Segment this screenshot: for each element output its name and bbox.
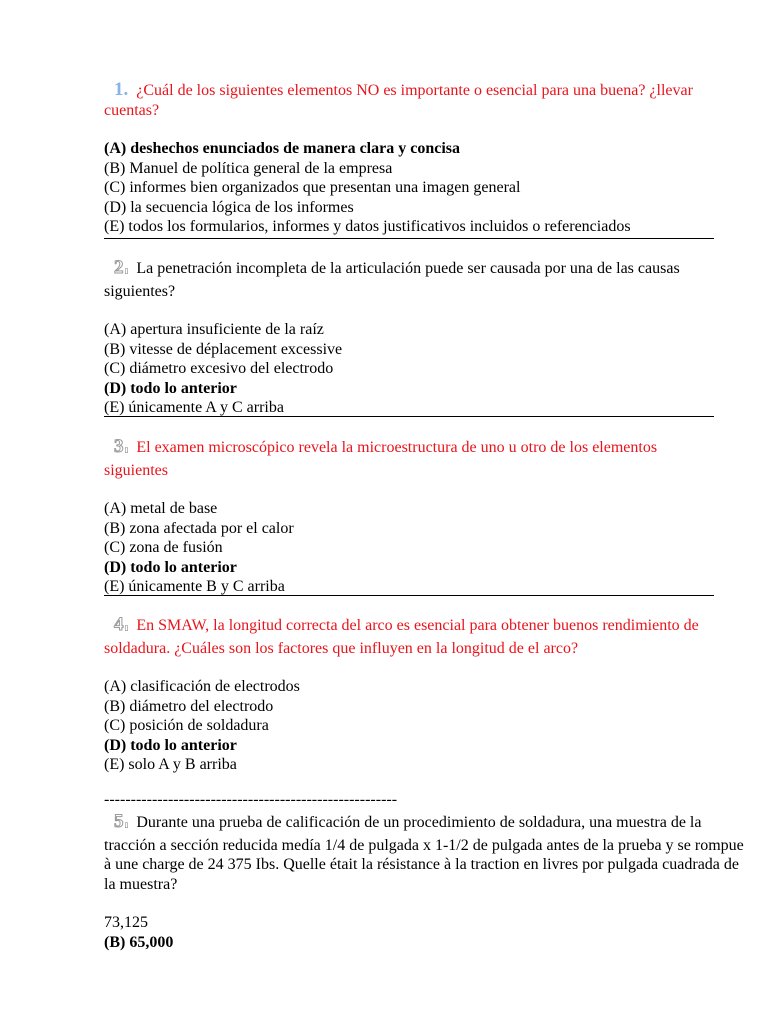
question-4-option-a: (A) clasificación de electrodos [104,678,300,695]
question-1-option-c: (C) informes bien organizados que presentan una imagen general [104,179,521,196]
question-2-option-e: (E) únicamente A y C arriba [104,399,284,416]
question-5-text [104,812,754,894]
divider-1 [104,238,714,239]
question-1-option-d: (D) la secuencia lógica de los informes [104,198,354,216]
question-3-option-b: (B) zona afectada por el calor [104,519,294,537]
question-4-option-c: (C) posición de soldadura [104,717,269,734]
question-3-number: 3▯ [114,436,129,457]
question-2-number: 2▯ [114,257,129,278]
question-4-text [104,615,724,658]
divider-2 [104,416,714,417]
question-1-prompt: ¿Cuál de los siguientes elementos NO es importante o esencial para una buena? ¿llevar cuentas? [104,82,693,119]
question-4-option-d: (D) todo lo anterior [104,736,237,754]
dashed-separator: ------------------------------------------------------- [104,791,398,808]
question-2-option-c: (C) diámetro excesivo del electrodo [104,360,334,377]
question-2-option-a: (A) apertura insuficiente de la raíz [104,321,324,338]
question-5-prompt: Durante una prueba de calificación de un procedimiento de soldadura, una muestra de la tracción a sección reducida medía 1/4 de pulgada x 1-1/2 de pulgada antes de la prueba y se rompue à une charge de 24 375 Ibs. Quelle était la résistance à la traction en livres por pulgada cuadrada de la muestra? [104,814,744,893]
question-4-prompt: En SMAW, la longitud correcta del arco es esencial para obtener buenos rendimiento de soldadura. ¿Cuáles son los factores que influyen en la longitud de el arco? [104,617,699,657]
question-4-option-b: (B) diámetro del electrodo [104,697,274,715]
question-3-prompt: El examen microscópico revela la microestructura de uno u otro de los elementos siguientes [104,439,658,479]
question-3-option-e: (E) únicamente B y C arriba [104,578,285,595]
question-2-prompt: La penetración incompleta de la articulación puede ser causada por una de las causas siguientes? [104,260,680,300]
question-3-text [104,437,724,480]
question-1 [104,80,724,237]
question-2-text [104,258,724,301]
question-1-text [104,80,724,120]
question-5-option-b: (B) 65,000 [104,933,174,951]
question-1-option-a: (A) deshechos enunciados de manera clara y concisa [104,140,460,157]
question-2-option-b: (B) vitesse de déplacement excessive [104,340,343,358]
question-4-option-e: (E) solo A y B arriba [104,756,237,773]
question-1-option-b: (B) Manuel de política general de la empresa [104,159,393,177]
question-3-option-d: (D) todo lo anterior [104,558,237,576]
question-1-number: 1. [114,79,129,100]
question-5-number: 5▯ [114,811,129,832]
question-3-option-c: (C) zona de fusión [104,539,223,556]
question-4 [104,615,724,775]
question-2 [104,258,724,418]
divider-3 [104,595,714,596]
question-3-option-a: (A) metal de base [104,500,218,517]
question-5-option-a: 73,125 [104,914,148,931]
question-4-number: 4▯ [114,614,129,635]
question-3 [104,437,724,597]
question-1-option-e: (E) todos los formularios, informes y datos justificativos incluidos o referenciados [104,218,631,235]
question-5 [104,812,754,952]
question-2-option-d: (D) todo lo anterior [104,379,237,397]
